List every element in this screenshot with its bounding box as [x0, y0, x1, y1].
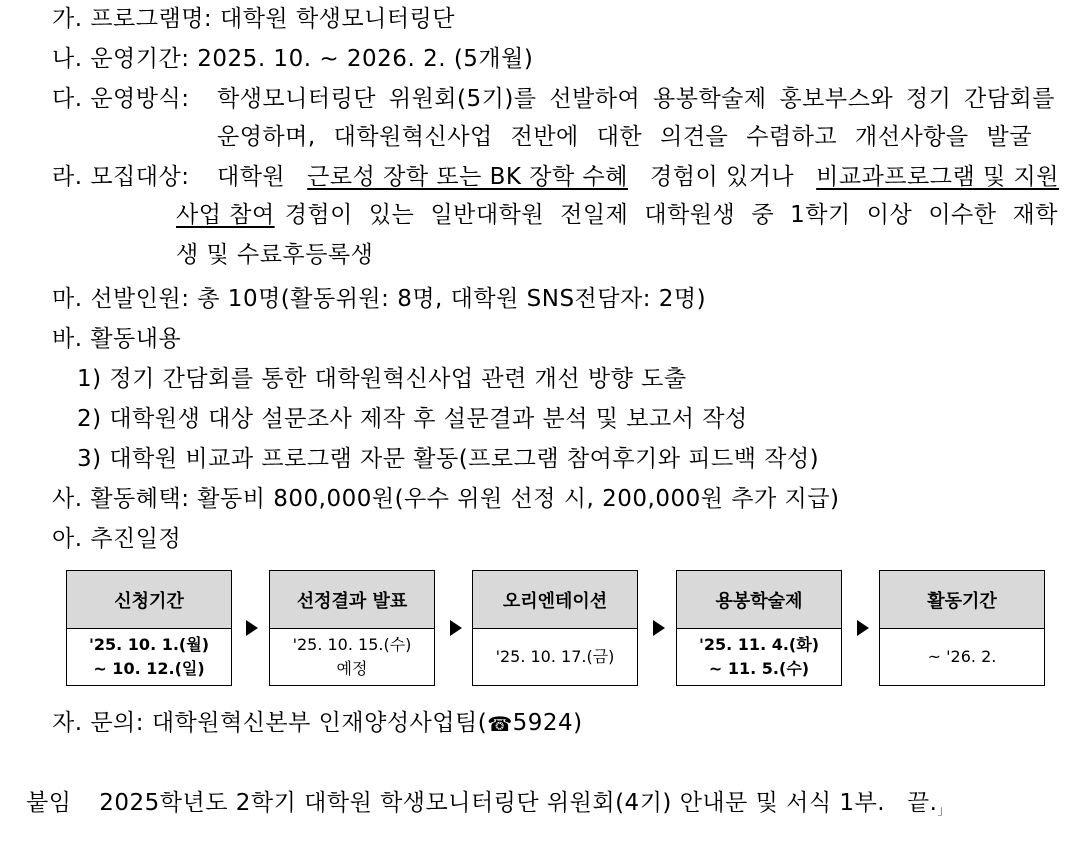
item-schedule-label: [52, 524, 181, 554]
item-label: 라. 모집대상:: [52, 164, 190, 190]
item-period: [52, 44, 533, 74]
target-underline-program-cont: 사업 참여: [176, 202, 275, 228]
attachment-text: 2025학년도 2학기 대학원 학생모니터링단 위원회(4기) 안내문 및 서식 1부.: [99, 790, 886, 816]
target-text: 대학원: [217, 164, 286, 190]
item-target-line2: [176, 200, 1058, 230]
arrow-right-icon: [653, 620, 665, 636]
item-value: 2025. 10. ~ 2026. 2. (5개월): [197, 46, 534, 72]
item-label: 다. 운영방식:: [52, 86, 190, 112]
list-item: 3) 대학원 비교과 프로그램 자문 활동(프로그램 참여후기와 피드백 작성): [77, 446, 820, 472]
item-value: 총 10명(활동위원: 8명, 대학원 SNS전담자: 2명): [197, 286, 707, 312]
schedule-step-activity: [879, 570, 1045, 686]
step-dates: [473, 629, 637, 685]
schedule-step-festival: [676, 570, 842, 686]
target-underline-scholarship: 근로성 장학 또는 BK 장학 수혜: [307, 164, 628, 190]
step-dates: [270, 629, 434, 685]
arrow-right-icon: [450, 620, 462, 636]
item-label: 사. 활동혜택:: [52, 486, 190, 512]
step-date-line: '25. 10. 15.(수): [292, 635, 412, 654]
step-date-line: 예정: [336, 659, 368, 678]
step-dates: [67, 629, 231, 685]
item-operation-label: [52, 84, 189, 114]
item-selection: [52, 284, 706, 314]
list-item: 1) 정기 간담회를 통한 대학원혁신사업 관련 개선 방향 도출: [77, 366, 687, 392]
step-date-line: '25. 10. 17.(금): [495, 647, 615, 666]
item-value: 운영하며, 대학원혁신사업 전반에 대한 의견을 수렴하고 개선사항을 발굴: [217, 124, 1032, 150]
item-label: 자. 문의:: [52, 710, 145, 736]
phone-icon: ☎: [487, 712, 513, 736]
item-target-label: [52, 162, 189, 192]
item-label: 바. 활동내용: [52, 326, 182, 352]
step-dates: [677, 629, 841, 685]
item-benefits: [52, 484, 839, 514]
step-dates: [880, 629, 1044, 685]
step-date-line: '25. 10. 1.(월): [88, 635, 210, 654]
item-value: 활동비 800,000원(우수 위원 선정 시, 200,000원 추가 지급): [197, 486, 840, 512]
attachment-end: 끝.: [906, 790, 938, 816]
attachment-line: [26, 788, 950, 825]
item-label: 나. 운영기간:: [52, 46, 190, 72]
activity-item-3: [77, 444, 819, 474]
list-item: 2) 대학원생 대상 설문조사 제작 후 설문결과 분석 및 보고서 작성: [77, 406, 748, 432]
activity-item-1: [77, 364, 687, 394]
attachment-label: 붙임: [26, 790, 72, 816]
item-value: 학생모니터링단 위원회(5기)를 선발하여 용봉학술제 홍보부스와 정기 간담회를: [217, 86, 1055, 112]
step-title: 활동기간: [880, 571, 1044, 629]
item-operation-line1: [217, 84, 1055, 114]
step-date-line: ~ 10. 12.(일): [93, 659, 205, 678]
activity-item-2: [77, 404, 748, 434]
item-target-line3: [176, 240, 373, 270]
schedule-flow: [66, 570, 1048, 690]
item-label: 가. 프로그램명:: [52, 6, 213, 32]
item-value: 대학원혁신본부 인재양성사업팀(: [151, 710, 488, 736]
target-text: 경험이 있거나: [650, 164, 795, 190]
step-date-line: ~ '26. 2.: [927, 647, 997, 666]
item-activities-label: [52, 324, 181, 354]
arrow-right-icon: [857, 620, 869, 636]
schedule-step-orientation: [472, 570, 638, 686]
target-underline-program: 비교과프로그램 및 지원: [816, 164, 1059, 190]
step-title: 선정결과 발표: [270, 571, 434, 629]
item-contact: [52, 708, 583, 739]
target-text: 경험이 있는 일반대학원 전일제 대학원생 중 1학기 이상 이수한 재학: [284, 202, 1058, 228]
step-date-line: '25. 11. 4.(화): [698, 635, 820, 654]
item-value: 대학원 학생모니터링단: [220, 6, 455, 32]
item-program-name: [52, 4, 455, 34]
item-target-line1: [217, 162, 1059, 192]
step-date-line: ~ 11. 5.(수): [708, 659, 810, 678]
item-label: 아. 추진일정: [52, 526, 182, 552]
item-operation-line2: [217, 122, 1032, 152]
step-title: 오리엔테이션: [473, 571, 637, 629]
schedule-step-application: [66, 570, 232, 686]
target-text: 생 및 수료후등록생: [176, 242, 374, 268]
step-title: 신청기간: [67, 571, 231, 629]
schedule-step-announcement: [269, 570, 435, 686]
arrow-right-icon: [246, 620, 258, 636]
step-title: 용봉학술제: [677, 571, 841, 629]
item-label: 마. 선발인원:: [52, 286, 190, 312]
end-mark: 」: [937, 803, 950, 817]
contact-extension: 5924): [512, 710, 583, 736]
